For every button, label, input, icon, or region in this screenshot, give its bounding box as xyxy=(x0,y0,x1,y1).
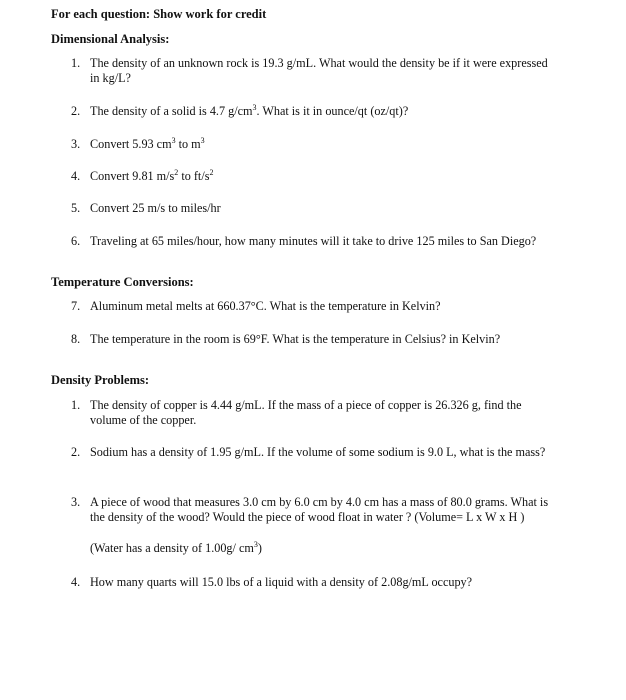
question-number: 1. xyxy=(71,398,81,412)
section-title-dimensional-analysis: Dimensional Analysis: xyxy=(51,32,170,46)
question-text: The temperature in the room is 69°F. What is the temperature in Celsius? in Kelvin? xyxy=(90,332,501,346)
question-number: 4. xyxy=(71,169,81,183)
question-text: A piece of wood that measures 3.0 cm by 6.0 cm by 4.0 cm has a mass of 80.0 grams. What is the density of the wood? Would the piece of wood float in water ? (Volume= L x W x H ) xyxy=(90,495,549,524)
question-number: 6. xyxy=(71,234,81,248)
question-text: The density of a solid is 4.7 $g/cm^3$. What is it in ounce/qt (oz/qt)? xyxy=(90,102,409,118)
question-text: The density of copper is 4.44 g/mL. If the mass of a piece of copper is 26.326 g, find the volume of the copper. xyxy=(90,398,522,427)
question-number: 2. xyxy=(71,445,81,459)
question-number: 5. xyxy=(71,201,81,215)
question-number: 4. xyxy=(71,575,81,589)
question-text: Aluminum metal melts at 660.37°C. What is the temperature in Kelvin? xyxy=(90,299,441,313)
question-number: 3. xyxy=(71,137,81,151)
question-note: (Water has a density of 1.00g/ $cm^3$) xyxy=(90,539,262,555)
question-text: Traveling at 65 miles/hour, how many minutes will it take to drive 125 miles to San Diego? xyxy=(90,234,537,248)
instructions-header: For each question: Show work for credit xyxy=(51,7,267,21)
question-text: Convert 25 m/s to miles/hr xyxy=(90,201,221,215)
question-number: 3. xyxy=(71,495,81,509)
question-number: 8. xyxy=(71,332,81,346)
question-text: Convert 9.81 $m/s^2$ to $ft/s^2$ xyxy=(90,167,214,183)
question-text: Sodium has a density of 1.95 g/mL. If the volume of some sodium is 9.0 L, what is the mass? xyxy=(90,445,546,459)
question-text: The density of an unknown rock is 19.3 g/mL. What would the density be if it were expressed in kg/L? xyxy=(90,56,548,85)
question-number: 7. xyxy=(71,299,81,313)
question-text: How many quarts will 15.0 lbs of a liquid with a density of 2.08g/mL occupy? xyxy=(90,575,473,589)
section-title-temperature-conversions: Temperature Conversions: xyxy=(51,275,194,289)
question-number: 2. xyxy=(71,104,81,118)
question-text: Convert 5.93 $cm^3$ to $m^3$ xyxy=(90,135,205,151)
section-title-density-problems: Density Problems: xyxy=(51,373,150,387)
question-number: 1. xyxy=(71,56,81,70)
